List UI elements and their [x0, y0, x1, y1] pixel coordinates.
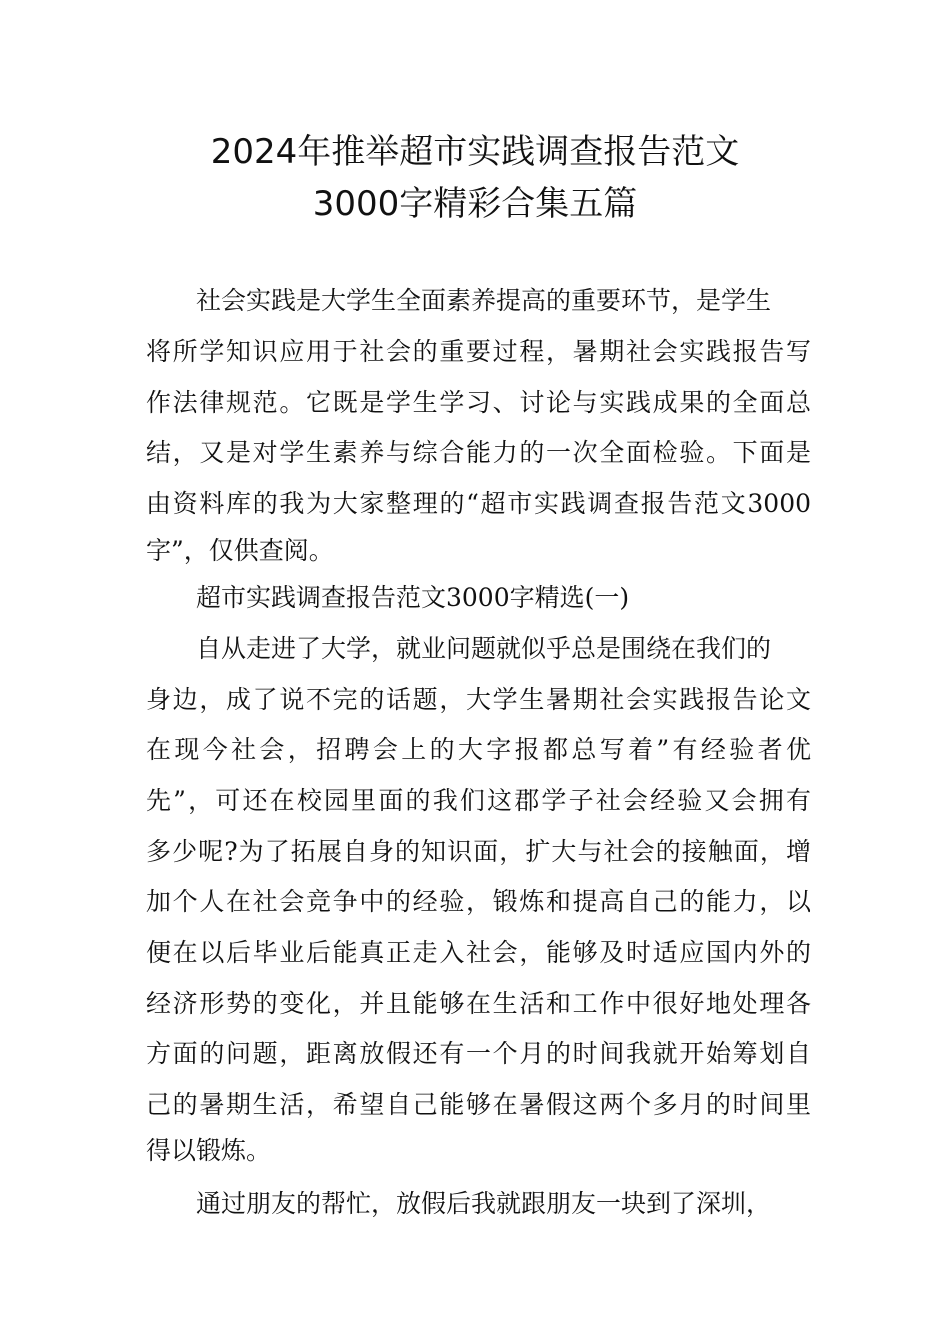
body-line: 作法律规范。它既是学生学习、讨论与实践成果的全面总	[146, 388, 811, 417]
body-line: 字”，仅供查阅。	[146, 536, 334, 565]
body-line: 己的暑期生活，希望自己能够在暑假这两个多月的时间里	[146, 1090, 811, 1119]
section-heading: 超市实践调查报告范文3000字精选(一)	[196, 583, 630, 612]
document-title-line-1: 2024年推举超市实践调查报告范文	[210, 132, 740, 172]
body-line: 加个人在社会竞争中的经验，锻炼和提高自己的能力，以	[146, 887, 811, 916]
body-line: 先”，可还在校园里面的我们这郡学子社会经验又会拥有	[146, 786, 811, 815]
body-line: 便在以后毕业后能真正走入社会，能够及时适应国内外的	[146, 938, 811, 967]
body-line: 通过朋友的帮忙，放假后我就跟朋友一块到了深圳，	[196, 1189, 772, 1218]
body-line: 得以锻炼。	[146, 1136, 272, 1165]
body-line: 结，又是对学生素养与综合能力的一次全面检验。下面是	[146, 438, 811, 467]
body-line: 在现今社会，招聘会上的大字报都总写着”有经验者优	[146, 735, 811, 764]
body-line: 多少呢?为了拓展自身的知识面，扩大与社会的接触面，增	[146, 837, 811, 866]
body-line: 自从走进了大学，就业问题就似乎总是围绕在我们的	[196, 634, 772, 663]
body-line: 经济形势的变化，并且能够在生活和工作中很好地处理各	[146, 989, 811, 1018]
body-line: 由资料库的我为大家整理的“超市实践调查报告范文3000	[146, 489, 811, 518]
body-line: 将所学知识应用于社会的重要过程，暑期社会实践报告写	[146, 337, 811, 366]
body-line: 方面的问题，距离放假还有一个月的时间我就开始筹划自	[146, 1039, 811, 1068]
body-line: 社会实践是大学生全面素养提高的重要环节，是学生	[196, 286, 772, 315]
body-line: 身边，成了说不完的话题，大学生暑期社会实践报告论文	[146, 685, 811, 714]
document-title-line-2: 3000字精彩合集五篇	[312, 184, 638, 224]
